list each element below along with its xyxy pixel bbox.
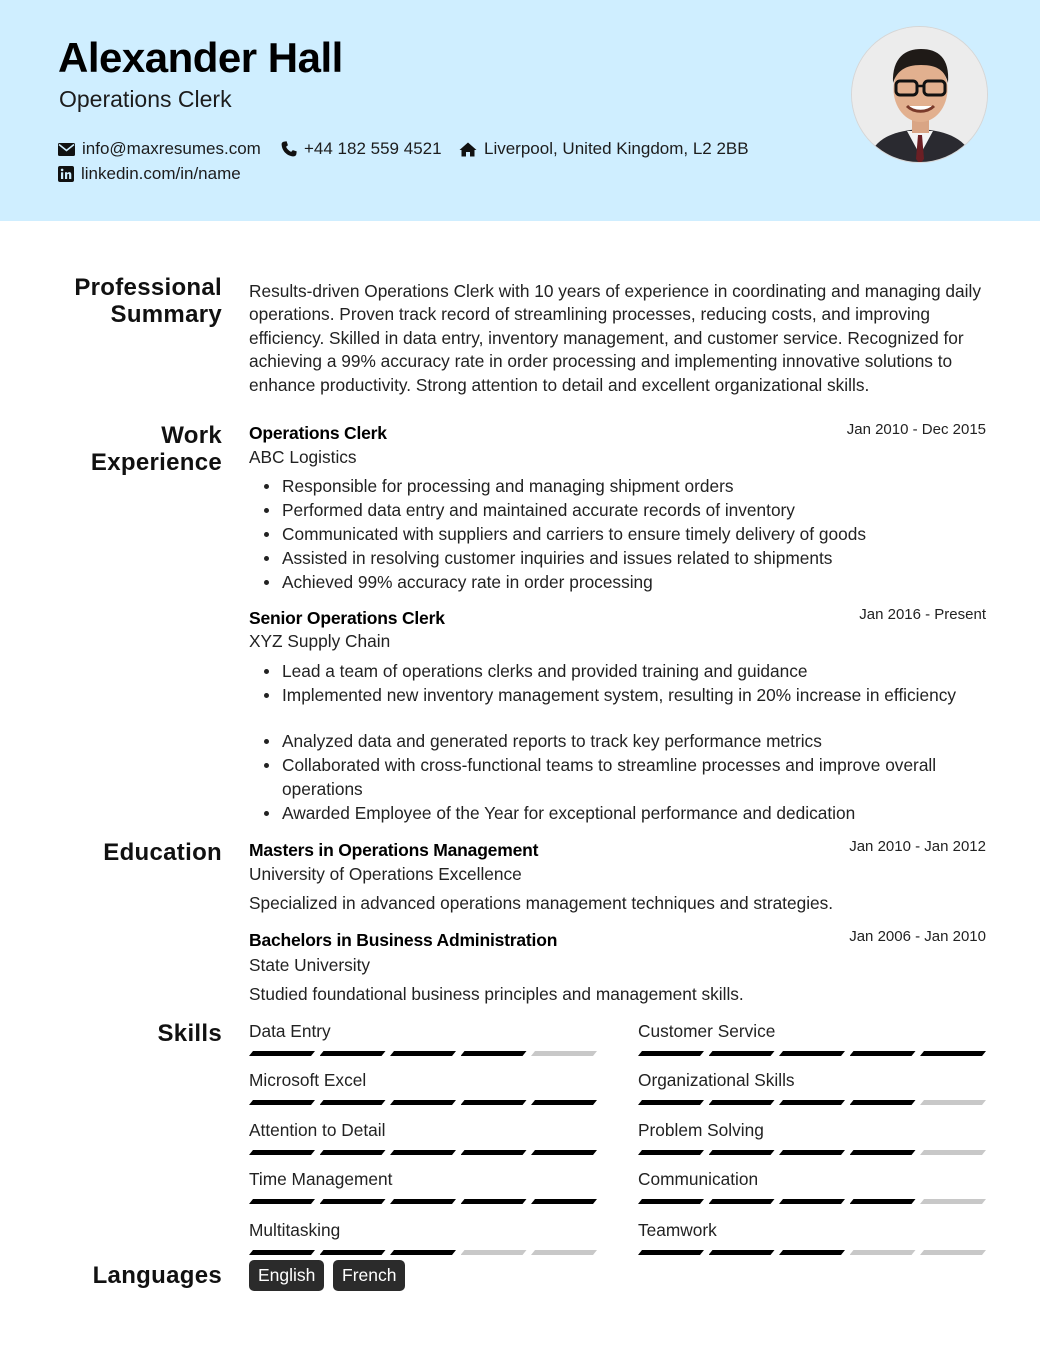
skill-item — [638, 1168, 986, 1204]
envelope-icon — [58, 143, 75, 156]
skill-segment-filled — [920, 1051, 986, 1056]
skill-segment-filled — [531, 1199, 597, 1204]
skill-segment-filled — [390, 1100, 456, 1105]
skill-name: Time Management — [249, 1169, 393, 1189]
skill-name: Attention to Detail — [249, 1120, 386, 1140]
degree-description: Specialized in advanced operations management techniques and strategies. — [249, 893, 834, 913]
profile-photo — [851, 26, 988, 163]
skill-level-bar — [638, 1199, 986, 1204]
section-title-work — [0, 422, 222, 476]
skill-name: Microsoft Excel — [249, 1070, 367, 1090]
job-bullets — [282, 659, 987, 825]
skill-segment-empty — [920, 1199, 986, 1204]
address-contact — [459, 139, 749, 159]
candidate-title: Operations Clerk — [59, 86, 232, 112]
skill-item — [638, 1020, 986, 1056]
summary-text: Results-driven Operations Clerk with 10 years of experience in coordinating and managing daily operations. Proven track record of streamlining processes, reducing costs, and improving efficiency. Skilled in data entry, inventory management, and customer service. Recognized for achieving a 99% accuracy rate in order processing and implementing innovative solutions to enhance productivity. Strong attention to detail and excellent organizational skills. — [249, 281, 981, 395]
skill-segment-filled — [709, 1250, 775, 1255]
skill-segment-filled — [638, 1250, 704, 1255]
skill-segment-filled — [531, 1150, 597, 1155]
skill-name: Teamwork — [638, 1220, 717, 1240]
home-icon — [459, 142, 477, 157]
list-item: Lead a team of operations clerks and provided training and guidance — [282, 659, 987, 683]
skill-segment-filled — [461, 1051, 527, 1056]
skill-segment-filled — [390, 1150, 456, 1155]
degree-school: State University — [249, 955, 371, 975]
section-title-work-line2: Experience — [90, 449, 222, 476]
linkedin-contact[interactable] — [58, 164, 241, 184]
list-item: Responsible for processing and managing shipment orders — [282, 474, 987, 498]
list-item: Performed data entry and maintained accurate records of inventory — [282, 498, 987, 522]
skill-segment-empty — [461, 1250, 527, 1255]
job-dates: Jan 2016 - Present — [859, 606, 986, 623]
skill-segment-empty — [920, 1100, 986, 1105]
skill-segment-filled — [850, 1150, 916, 1155]
skill-item — [249, 1168, 597, 1204]
skill-segment-filled — [390, 1199, 456, 1204]
email-contact[interactable] — [58, 139, 261, 159]
job-company: XYZ Supply Chain — [249, 631, 391, 651]
skill-segment-filled — [638, 1100, 704, 1105]
skill-segment-filled — [638, 1199, 704, 1204]
skill-segment-filled — [779, 1100, 845, 1105]
skill-item — [638, 1069, 986, 1105]
skill-segment-filled — [709, 1051, 775, 1056]
skill-level-bar — [638, 1051, 986, 1056]
skill-segment-filled — [709, 1100, 775, 1105]
skill-level-bar — [638, 1100, 986, 1105]
degree-dates: Jan 2010 - Jan 2012 — [849, 838, 986, 855]
list-item: Collaborated with cross-functional teams to streamline processes and improve overall operations — [282, 753, 987, 801]
section-title-languages: Languages — [92, 1262, 222, 1289]
resume-header — [0, 0, 1040, 221]
list-item: Assisted in resolving customer inquiries and issues related to shipments — [282, 546, 987, 570]
skill-segment-filled — [531, 1100, 597, 1105]
skill-segment-filled — [638, 1051, 704, 1056]
skill-segment-filled — [850, 1199, 916, 1204]
skill-item — [638, 1219, 986, 1255]
skill-segment-filled — [779, 1051, 845, 1056]
skill-segment-filled — [850, 1051, 916, 1056]
job-company: ABC Logistics — [249, 447, 357, 467]
skill-level-bar — [249, 1100, 597, 1105]
skill-segment-empty — [850, 1250, 916, 1255]
skill-segment-filled — [709, 1199, 775, 1204]
skill-segment-empty — [920, 1250, 986, 1255]
degree-title: Bachelors in Business Administration — [249, 930, 558, 950]
skill-segment-filled — [779, 1199, 845, 1204]
skill-item — [249, 1020, 597, 1056]
phone-icon — [281, 141, 297, 157]
skill-name: Organizational Skills — [638, 1070, 795, 1090]
skill-name: Data Entry — [249, 1021, 331, 1041]
linkedin-icon — [58, 166, 74, 182]
skill-level-bar — [249, 1250, 597, 1255]
skill-segment-filled — [320, 1250, 386, 1255]
skill-segment-filled — [390, 1051, 456, 1056]
skill-level-bar — [249, 1051, 597, 1056]
skill-segment-filled — [638, 1150, 704, 1155]
degree-dates: Jan 2006 - Jan 2010 — [849, 928, 986, 945]
skill-name: Communication — [638, 1169, 759, 1189]
job-bullets — [282, 474, 987, 594]
list-item: Achieved 99% accuracy rate in order processing — [282, 570, 987, 594]
skill-segment-filled — [249, 1250, 315, 1255]
skill-name: Customer Service — [638, 1021, 776, 1041]
linkedin-text: linkedin.com/in/name — [81, 164, 241, 183]
degree-school: University of Operations Excellence — [249, 864, 522, 884]
skill-segment-filled — [249, 1051, 315, 1056]
degree-title: Masters in Operations Management — [249, 840, 539, 860]
language-badge: French — [333, 1260, 405, 1291]
skill-segment-filled — [779, 1250, 845, 1255]
skill-name: Multitasking — [249, 1220, 341, 1240]
skill-segment-empty — [920, 1150, 986, 1155]
skill-segment-filled — [461, 1150, 527, 1155]
skill-segment-filled — [320, 1100, 386, 1105]
candidate-name: Alexander Hall — [58, 34, 343, 81]
skill-segment-filled — [461, 1199, 527, 1204]
skill-level-bar — [249, 1150, 597, 1155]
skill-item — [249, 1069, 597, 1105]
skill-item — [249, 1219, 597, 1255]
skill-segment-filled — [320, 1150, 386, 1155]
skill-segment-filled — [320, 1199, 386, 1204]
skill-segment-filled — [390, 1250, 456, 1255]
skill-item — [638, 1119, 986, 1155]
skill-segment-filled — [249, 1150, 315, 1155]
skill-segment-filled — [249, 1199, 315, 1204]
skill-segment-empty — [531, 1250, 597, 1255]
section-title-summary-line1: Professional — [74, 274, 222, 301]
job-dates: Jan 2010 - Dec 2015 — [846, 421, 986, 438]
skill-item — [249, 1119, 597, 1155]
skill-level-bar — [249, 1199, 597, 1204]
section-title-education: Education — [103, 839, 222, 866]
list-item: Awarded Employee of the Year for exceptional performance and dedication — [282, 801, 987, 825]
skill-segment-filled — [320, 1051, 386, 1056]
list-item: Communicated with suppliers and carriers to ensure timely delivery of goods — [282, 522, 987, 546]
section-title-summary-line2: Summary — [110, 301, 222, 328]
phone-contact[interactable] — [281, 139, 442, 159]
skill-level-bar — [638, 1150, 986, 1155]
section-title-work-line1: Work — [161, 422, 222, 449]
section-title-summary — [0, 274, 222, 328]
job-title: Operations Clerk — [249, 423, 387, 443]
skill-segment-filled — [779, 1150, 845, 1155]
skill-level-bar — [638, 1250, 986, 1255]
list-item: Implemented new inventory management system, resulting in 20% increase in efficiency — [282, 683, 987, 707]
skill-segment-empty — [531, 1051, 597, 1056]
skill-segment-filled — [709, 1150, 775, 1155]
language-badge: English — [249, 1260, 324, 1291]
phone-text: +44 182 559 4521 — [304, 139, 442, 158]
list-item: Analyzed data and generated reports to track key performance metrics — [282, 729, 987, 753]
email-text: info@maxresumes.com — [82, 139, 261, 158]
skill-name: Problem Solving — [638, 1120, 764, 1140]
skill-segment-filled — [850, 1100, 916, 1105]
skill-segment-filled — [249, 1100, 315, 1105]
address-text: Liverpool, United Kingdom, L2 2BB — [484, 139, 749, 158]
section-title-skills: Skills — [157, 1020, 222, 1047]
skill-segment-filled — [461, 1100, 527, 1105]
degree-description: Studied foundational business principles and management skills. — [249, 984, 744, 1004]
job-title: Senior Operations Clerk — [249, 608, 445, 628]
